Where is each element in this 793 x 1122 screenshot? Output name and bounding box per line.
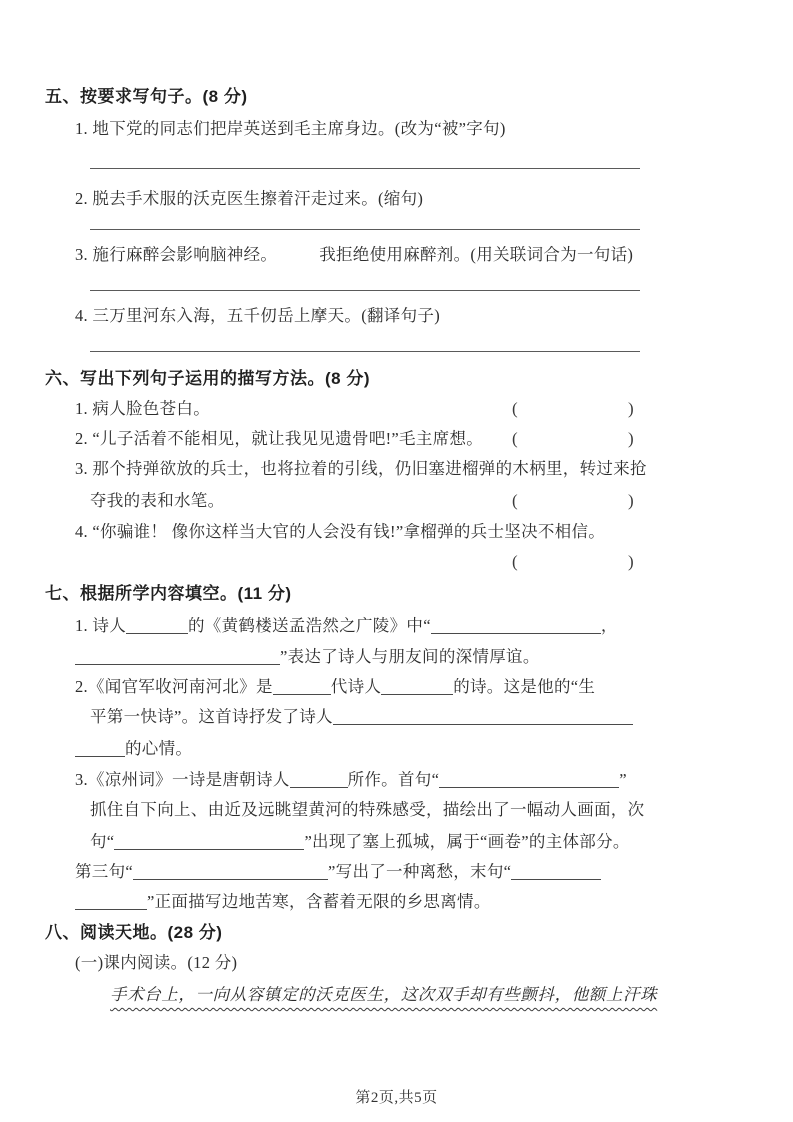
question-7-3-line2: 抓住自下向上、由近及远眺望黄河的特殊感受，描绘出了一幅动人画面，次 (90, 800, 645, 819)
question-text: 2.《闻官军收河南河北》是 (75, 677, 273, 696)
paren-close: ) (628, 429, 634, 448)
reading-passage: 手术台上，一向从容镇定的沃克医生，这次双手却有些颤抖，他额上汗珠 (110, 985, 658, 1004)
paren-close: ) (628, 399, 634, 418)
question-5-2: 2. 脱去手术服的沃克医生擦着汗走过来。(缩句) (75, 189, 424, 208)
answer-line (90, 290, 640, 291)
paren-close: ) (628, 552, 634, 571)
question-text: ”出现了塞上孤城，属于“画卷”的主体部分。 (304, 832, 630, 851)
answer-line (90, 229, 640, 230)
section-8-title: 八、阅读天地。(28 分) (45, 923, 223, 942)
question-text: 第三句“ (75, 862, 134, 881)
question-text: 1. 诗人 (75, 616, 126, 635)
question-text: ” (619, 770, 627, 789)
fill-in-blank (75, 736, 125, 757)
question-text: 的《黄鹤楼送孟浩然之广陵》中“ (188, 616, 431, 635)
fill-in-blank (511, 859, 601, 880)
paren-close: ) (628, 491, 634, 510)
question-text: 3.《凉州词》一诗是唐朝诗人 (75, 770, 290, 789)
question-6-1-text: 1. 病人脸色苍白。 (75, 399, 210, 418)
question-7-3-line3 (45, 827, 645, 857)
question-5-4: 4. 三万里河东入海，五千仞岳上摩天。(翻译句子) (75, 306, 440, 325)
question-6-3-text: 夺我的表和水笔。 (90, 491, 225, 510)
question-6-3-line2 (45, 486, 645, 516)
fill-in-blank (439, 767, 619, 788)
question-6-1 (45, 394, 645, 424)
answer-parentheses (512, 547, 634, 577)
question-6-4: 4. “你骗谁！ 像你这样当大官的人会没有钱!”拿榴弹的兵士坚决不相信。 (75, 522, 606, 541)
answer-line (90, 351, 640, 352)
question-text: ”表达了诗人与朋友间的深情厚谊。 (280, 647, 540, 666)
question-text: ， (600, 616, 618, 635)
fill-in-blank (114, 829, 304, 850)
fill-in-blank (431, 613, 601, 634)
fill-in-blank (290, 767, 348, 788)
page-footer: 第2页,共5页 (355, 1090, 438, 1106)
question-7-3-line1 (45, 765, 645, 795)
answer-parentheses (512, 394, 634, 424)
question-text: 的诗。这是他的“生 (453, 677, 596, 696)
fill-in-blank (126, 613, 188, 634)
question-7-3-line4 (45, 857, 645, 887)
question-6-2-text: 2. “儿子活着不能相见，就让我见见遗骨吧!”毛主席想。 (75, 429, 484, 448)
question-7-3-line5 (45, 887, 645, 917)
question-7-1-line1 (45, 611, 645, 641)
question-5-1: 1. 地下党的同志们把岸英送到毛主席身边。(改为“被”字句) (75, 119, 506, 138)
paren-open: ( (512, 399, 518, 418)
paren-open: ( (512, 552, 518, 571)
answer-parentheses (512, 424, 634, 454)
question-5-3 (45, 240, 645, 270)
question-text: 代诗人 (330, 677, 382, 696)
question-text: ”正面描写边地苦寒，含蓄着无限的乡思离情。 (147, 892, 491, 911)
section-8-subsection: (一)课内阅读。(12 分) (75, 953, 238, 972)
fill-in-blank (133, 859, 328, 880)
section-7-title: 七、根据所学内容填空。(11 分) (45, 584, 292, 603)
question-7-2-line2 (45, 702, 645, 732)
answer-line (90, 168, 640, 169)
fill-in-blank (273, 674, 331, 695)
fill-in-blank (381, 674, 453, 695)
question-text: ”写出了一种离愁，末句“ (328, 862, 512, 881)
paren-open: ( (512, 429, 518, 448)
question-6-3-line1: 3. 那个持弹欲放的兵士，也将拉着的引线，仍旧塞进榴弹的木柄里，转过来抢 (75, 459, 647, 478)
reading-passage-row (45, 980, 658, 1010)
fill-in-blank (75, 889, 147, 910)
question-text: 平第一快诗”。这首诗抒发了诗人 (90, 707, 333, 726)
fill-in-blank (75, 644, 280, 665)
question-5-3-part2: 我拒绝使用麻醉剂。(用关联词合为一句话) (319, 245, 634, 264)
answer-parentheses (512, 486, 634, 516)
section-5-title: 五、按要求写句子。(8 分) (45, 87, 248, 106)
question-7-2-line3 (45, 734, 645, 764)
question-7-2-line1 (45, 672, 645, 702)
section-6-title: 六、写出下列句子运用的描写方法。(8 分) (45, 369, 370, 388)
fill-in-blank (333, 704, 633, 725)
question-text: 句“ (90, 832, 115, 851)
question-5-3-part1: 3. 施行麻醉会影响脑神经。 (75, 245, 278, 264)
question-6-2 (45, 424, 645, 454)
question-6-4-answer-row (45, 547, 645, 577)
paren-open: ( (512, 491, 518, 510)
question-text: 所作。首句“ (347, 770, 440, 789)
question-text: 的心情。 (125, 739, 193, 758)
question-7-1-line2 (45, 642, 645, 672)
